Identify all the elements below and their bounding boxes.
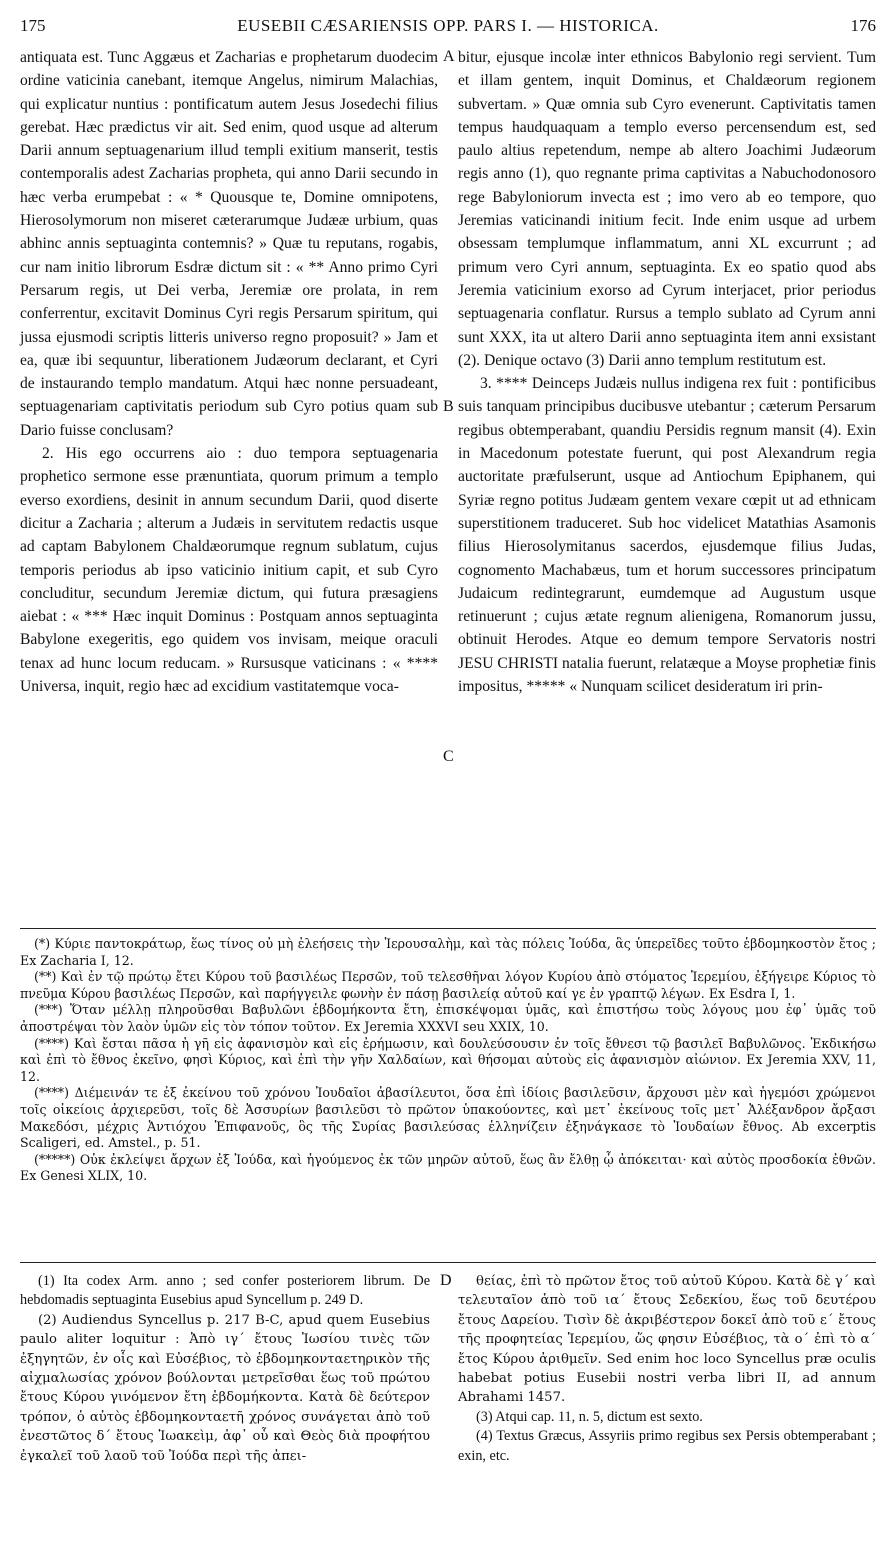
greek-note-5: (****) Διέμεινάν τε ἐξ ἐκείνου τοῦ χρόνου Ἰουδαῖοι ἀβασίλευτοι, ὅσα ἐπὶ ἰδίοις βασιλεῦσιν, ἄρχουσι μὲν καὶ ἡγεμόσι χρώμενοι τοῖς οἰκείοις ἀρχιερεῦσι, τοῖς δὲ Ἀσσυρίων βασιλεῦσι τὸ πρῶτον ὑπακούοντες, καὶ μετ᾽ ἐκείνους τοῖς μετ᾽ Ἀλέξανδρον ἄρξασι Μακεδόσι, μέχρις Ἀντιόχου Ἐπιφανοῦς, ὃς τῆς Συρίας βασιλεύσας ἑλληνίζειν ἐξηνάγκασε τὸ Ἰουδαίων ἔθνος. Ab excerptis Scaligeri, ed. Amstel., p. 51. xyxy=(20,1085,876,1151)
running-head-title: EUSEBII CÆSARIENSIS OPP. PARS I. — HISTORICA. xyxy=(237,16,659,35)
note-2: (2) Audiendus Syncellus p. 217 B-C, apud quem Eusebius paulo aliter loquitur : Ἀπὸ ιγ´ ἔτους Ἰωσίου τινὲς τῶν ἐξηγητῶν, ἐν οἷς καὶ Εὐσέβιος, τὸ ἑβδομηκονταετηρικὸν τῆς αἰχμαλωσίας χρόνον βούλονται μετρεῖσθαι ἕως τοῦ πρώτου ἔτους Κύρου γινόμενον ἔτη ἑβδομήκοντα. Κατὰ δὲ δεύτερον τρόπον, ὁ αὐτὸς ἑβδομηκονταετῆ χρόνος συνάγεται ἀπὸ τοῦ ἐνεστῶτος δ´ ἔτους Ἰωακεὶμ, ἀφ᾽ οὗ καὶ Θεὸς διὰ προφήτου ἐγκαλεῖ τοῦ λαοῦ τοῦ Ἰούδα περὶ τῆς ἀπει- xyxy=(20,1312,430,1464)
greek-note-1: (*) Κύριε παντοκράτωρ, ἕως τίνος οὐ μὴ ἐλεήσεις τὴν Ἱερουσαλὴμ, καὶ τὰς πόλεις Ἰούδα, ἃς ὑπερεῖδες τοῦτο ἑβδομηκοστὸν ἔτος ; Ex Zacharia I, 12. xyxy=(20,936,876,968)
margin-letter-d: D xyxy=(440,1272,452,1289)
greek-note-3: (***) Ὅταν μέλλῃ πληροῦσθαι Βαβυλῶνι ἑβδομήκοντα ἔτη, ἐπισκέψομαι ὑμᾶς, καὶ ἐπιστήσω τοὺς λόγους μου ἐφ᾽ ὑμᾶς τοῦ ἀποστρέψαι τὸν λαὸν ὑμῶν εἰς τὸν τόπον τοῦτον. Ex Jeremia XXXVI seu XXIX, 10. xyxy=(20,1002,876,1034)
page-number-right: 176 xyxy=(850,16,876,35)
main-right-paragraph-1: bitur, ejusque incolæ inter ethnicos Babylonio regi servient. Tum et illam gentem, inquit Dominus, et Chaldæorum regionem subvertam. » Quæ omnia sub Cyro evenerunt. Captivitatis tamen tempus haudquaquam a templo everso percensendum est, sed paulo altius repetendum, nempe ab altero Joachimi Judæorum regis anno (1), quo regnante prima captivitas a Nabuchodonosoro rege Babyloniorum invecta est ; imo vero ab eo tempore, quo Jeremias vaticinandi initium fecit. Inde enim usque ad urbem obsessam templumque inflammatum, anni XL excurrunt ; ad primum vero Cyri annum, septuaginta. Ex eo spatio quod abs Jeremia vaticinium exorso ad Cyrum interjacet, prior periodus septuagenaria conflatur. Rursus a templo sublato ad Cyrum anni sunt XXX, ita ut altero Darii anno septuaginta item anni exsistant (2). Denique octavo (3) Darii anno templum restitutum est. xyxy=(458,49,876,369)
main-column-left xyxy=(20,46,438,698)
main-left-paragraph-2: 2. His ego occurrens aio : duo tempora septuagenaria prophetico sermone esse prænuntiata, quorum primum a templo everso exordiens, desinit in annum secundum Darii, quod diserte dicitur a Zacharia ; alterum a Judæis in servitutem redactis usque ad captam Babylonem Chaldæorumque regnum sublatum, cujus temporis periodus ab ipso vaticinio initium capit, et sub Cyro concluditur, secundum Jeremiæ dictum, qui futura præsagiens aiebat : « *** Hæc inquit Dominus : Postquam annos septuaginta Babylone exegeritis, ego quidem vos invisam, meique oraculi tenax ad hunc locum reducam. » Rursusque vaticinans : « **** Universa, inquit, regio hæc ad excidium vastitatemque voca- xyxy=(20,445,438,696)
greek-note-2: (**) Καὶ ἐν τῷ πρώτῳ ἔτει Κύρου τοῦ βασιλέως Περσῶν, τοῦ τελεσθῆναι λόγον Κυρίου ἀπὸ στόματος Ἱερεμίου, ἐξήγειρε Κύριος τὸ πνεῦμα Κύρου βασιλέως Περσῶν, καὶ παρήγγειλε φωνὴν ἐν πάσῃ βασιλείᾳ αὐτοῦ καί γε ἐν γραπτῷ λέγων. Ex Esdra I, 1. xyxy=(20,969,876,1001)
page-number-left: 175 xyxy=(20,16,46,35)
note-4: (4) Textus Græcus, Assyriis primo regibus sex Persis obtemperabant ; exin, etc. xyxy=(458,1428,876,1464)
note-2-continued: θείας, ἐπὶ τὸ πρῶτον ἔτος τοῦ αὐτοῦ Κύρου. Κατὰ δὲ γ´ καὶ τελευταῖον ἀπὸ τοῦ ια´ ἔτους Σεδεκίου, ἕως τοῦ δευτέρου ἔτους Δαρείου. Τισὶν δὲ ἀκριβέστερον δοκεῖ ἀπὸ τοῦ ε´ ἔτους τῆς προφητείας Ἱερεμίου, ὥς φησιν Εὐσέβιος, τὰ ο´ ἐπὶ τὸ α´ ἔτος Κύρου ἀριθμεῖν. Sed enim hoc loco Syncellus præ oculis habebat potius Eusebii nostri verba libri II, ad annum Abrahami 1457. xyxy=(458,1274,876,1406)
notes-divider xyxy=(20,1262,876,1263)
margin-letter-b: B xyxy=(443,398,454,415)
note-3: (3) Atqui cap. 11, n. 5, dictum est sexto. xyxy=(476,1408,703,1425)
notes-column-left xyxy=(20,1272,430,1466)
footnote-divider xyxy=(20,928,876,929)
running-header xyxy=(20,16,876,40)
note-1: (1) Ita codex Arm. anno ; sed confer posteriorem librum. De hebdomadis septuaginta Eusebius apud Syncellum p. 249 D. xyxy=(20,1273,430,1309)
main-left-paragraph-1: antiquata est. Tunc Aggæus et Zacharias e prophetarum duodecim ordine vaticinia canebant, itemque Angelus, nimirum Malachias, qui explicatur nuntius : pontificatum autem Jesus Josedechi filius gerebat. Hæc prædictus vir ait. Sed enim, quod usque ad alterum Darii annum septuagenarium illud templi exitium manserit, testis contemporalis adest Zacharias propheta, qui anno Darii secundo in hæc verba erumpebat : « * Quousque te, Domine omnipotens, Hierosolymorum non miseret cæterarumque Judææ urbium, quas abhinc annis septuaginta contemnis? » Quæ tu reputans, rogabis, cur nam initio librorum Esdræ dictum sit : « ** Anno primo Cyri Persarum regis, ut Dei verba, Jeremiæ ore prolata, in rem conferrentur, excitavit Dominus Cyri regis Persarum spiritum, qui jussa ejusmodi scriptis litteris universo regno proposuit? » Jam et ea, quæ ibi sequuntur, liberationem Judæorum declarant, et Cyri de instaurando templo mandatum. Atqui hæc nonne persuadeant, septuagenariam captivitatis periodum sub Cyro potius quam sub Dario fuisse conclusam? xyxy=(20,49,438,439)
greek-note-4: (****) Καὶ ἔσται πᾶσα ἡ γῆ εἰς ἀφανισμὸν καὶ εἰς ἐρήμωσιν, καὶ δουλεύσουσιν ἐν τοῖς ἔθνεσι τῷ βασιλεῖ Βαβυλῶνος. Ἐκδικήσω καὶ ἐπὶ τὸ ἔθνος ἐκεῖνο, φησὶ Κύριος, καὶ ἐπὶ τὴν γῆν Χαλδαίων, καὶ θήσομαι αὐτοὺς εἰς ἀφανισμὸν αἰώνιον. Ex Jeremia XXV, 11, 12. xyxy=(20,1035,876,1084)
main-column-right xyxy=(458,46,876,698)
greek-footnotes xyxy=(20,936,876,1185)
main-right-paragraph-2: 3. **** Deinceps Judæis nullus indigena rex fuit : pontificibus suis tanquam principibus ducibusve utebantur ; cæterum Persarum regibus obtemperabant, quandiu Persidis regnum mansit (4). Exin in Macedonum potestate fuerunt, qui post Alexandrum regia auctoritate præfulserunt, usque ad Antiochum Epiphanem, qui Syriæ regno potitus Judæam gentem vexare cœpit ut ad ethnicam superstitionem traduceret. Sub hoc videlicet Matathias Asamonis filius Hierosolymitanus sacerdos, ejusdemque filius Judas, cognomento Machabæus, tum et horum successores principatum Judaicum redintegrarunt, eumdemque ad Augustum usque retinuerunt ; cujus ætate regnum alienigena, Romanorum jussu, obtinuit Herodes. Atque eo demum tempore Servatoris nostri JESU CHRISTI natalia fuerunt, relatæque a Moyse prophetiæ finis impositus, ***** « Nunquam scilicet desideratum iri prin- xyxy=(458,375,876,696)
margin-letter-c: C xyxy=(443,748,454,765)
greek-note-6: (*****) Οὐκ ἐκλείψει ἄρχων ἐξ Ἰούδα, καὶ ἡγούμενος ἐκ τῶν μηρῶν αὐτοῦ, ἕως ἂν ἔλθῃ ᾧ ἀπόκειται· καὶ αὐτὸς προσδοκία ἐθνῶν. Ex Genesi XLIX, 10. xyxy=(20,1151,876,1184)
margin-letter-a: A xyxy=(443,48,455,65)
notes-column-right xyxy=(458,1272,876,1466)
